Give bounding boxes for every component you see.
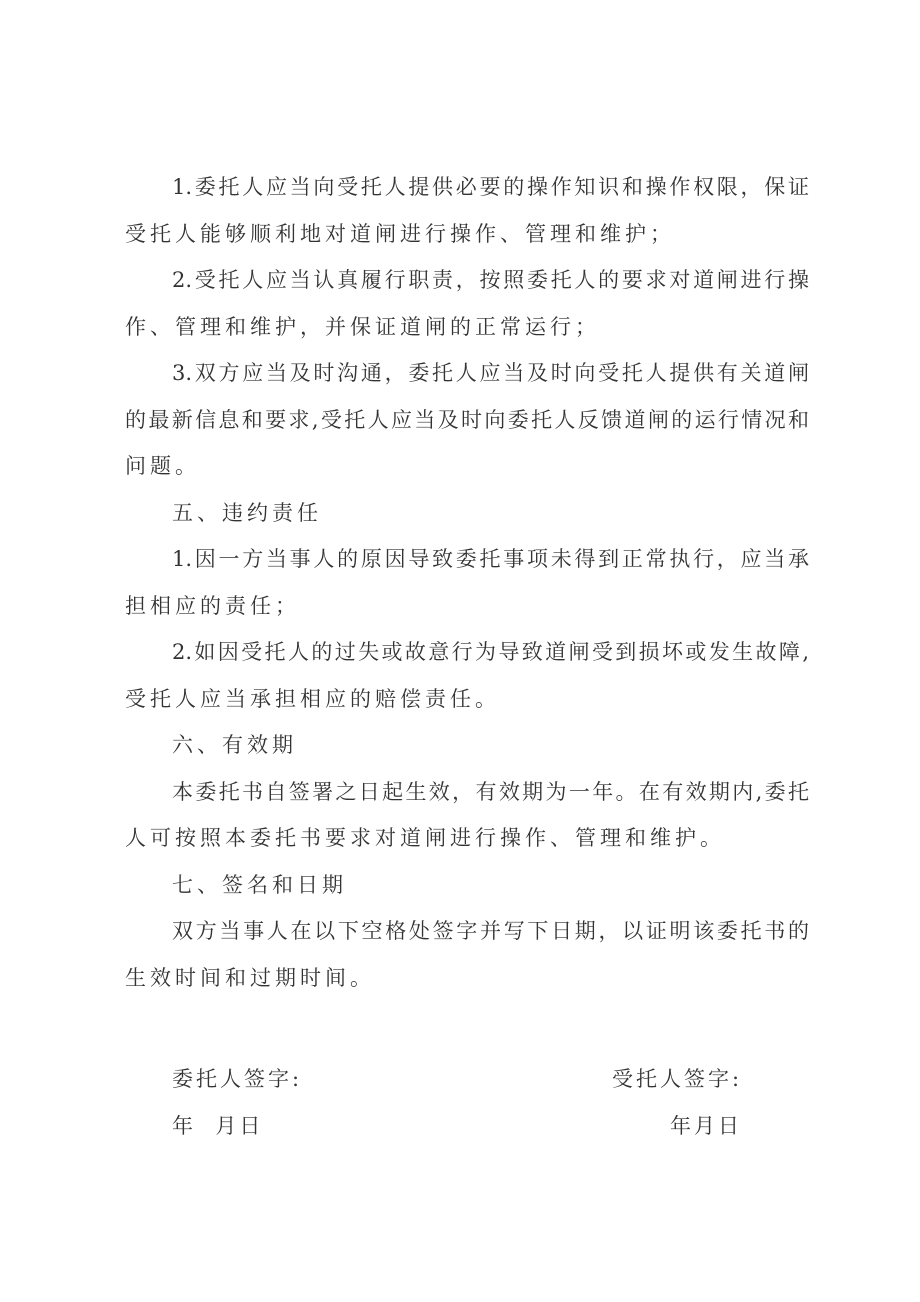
principal-signature-date: 年 月日 <box>172 1114 264 1138</box>
section-heading: 七、签名和日期 <box>172 872 347 897</box>
section-heading-validity <box>125 722 809 769</box>
clause-6 <box>125 769 809 862</box>
text-line: 生效时间和过期时间。 <box>125 965 375 990</box>
clause-1-2 <box>125 257 809 350</box>
text-line: 作、管理和维护，并保证道闸的正常运行； <box>125 314 600 339</box>
clause-5-2 <box>125 629 809 722</box>
agent-signature-label: 受托人签字: <box>612 1067 743 1091</box>
text-line: 1.委托人应当向受托人提供必要的操作知识和操作权限，保证 <box>172 175 809 199</box>
text-line: 3.双方应当及时沟通，委托人应当及时向受托人提供有关道闸 <box>172 361 809 385</box>
text-line: 2.如因受托人的过失或故意行为导致道闸受到损坏或发生故障, <box>172 640 809 664</box>
agent-signature-date: 年月日 <box>670 1114 742 1138</box>
text-line: 人可按照本委托书要求对道闸进行操作、管理和维护。 <box>125 826 725 850</box>
text-line: 问题。 <box>125 454 200 478</box>
section-heading: 五、违约责任 <box>172 500 322 525</box>
text-line: 本委托书自签署之日起生效，有效期为一年。在有效期内,委托 <box>172 779 809 804</box>
section-heading: 六、有效期 <box>172 733 297 757</box>
clause-7 <box>125 908 809 1001</box>
section-heading-signature <box>125 862 809 909</box>
text-line: 1.因一方当事人的原因导致委托事项未得到正常执行，应当承 <box>172 547 809 571</box>
text-line: 双方当事人在以下空格处签字并写下日期，以证明该委托书的 <box>172 919 809 943</box>
principal-signature-label: 委托人签字: <box>172 1067 303 1091</box>
text-line: 受托人应当承担相应的赔偿责任。 <box>125 686 500 711</box>
clause-5-1 <box>125 536 809 629</box>
document-body <box>125 164 809 1001</box>
text-line: 的最新信息和要求,受托人应当及时向委托人反馈道闸的运行情况和 <box>125 407 809 432</box>
clause-1-1 <box>125 164 809 257</box>
section-heading-breach <box>125 490 809 537</box>
clause-1-3 <box>125 350 809 490</box>
text-line: 担相应的责任； <box>125 593 300 618</box>
text-line: 2.受托人应当认真履行职责，按照委托人的要求对道闸进行操 <box>172 268 809 292</box>
text-line: 受托人能够顺利地对道闸进行操作、管理和维护； <box>125 221 675 246</box>
